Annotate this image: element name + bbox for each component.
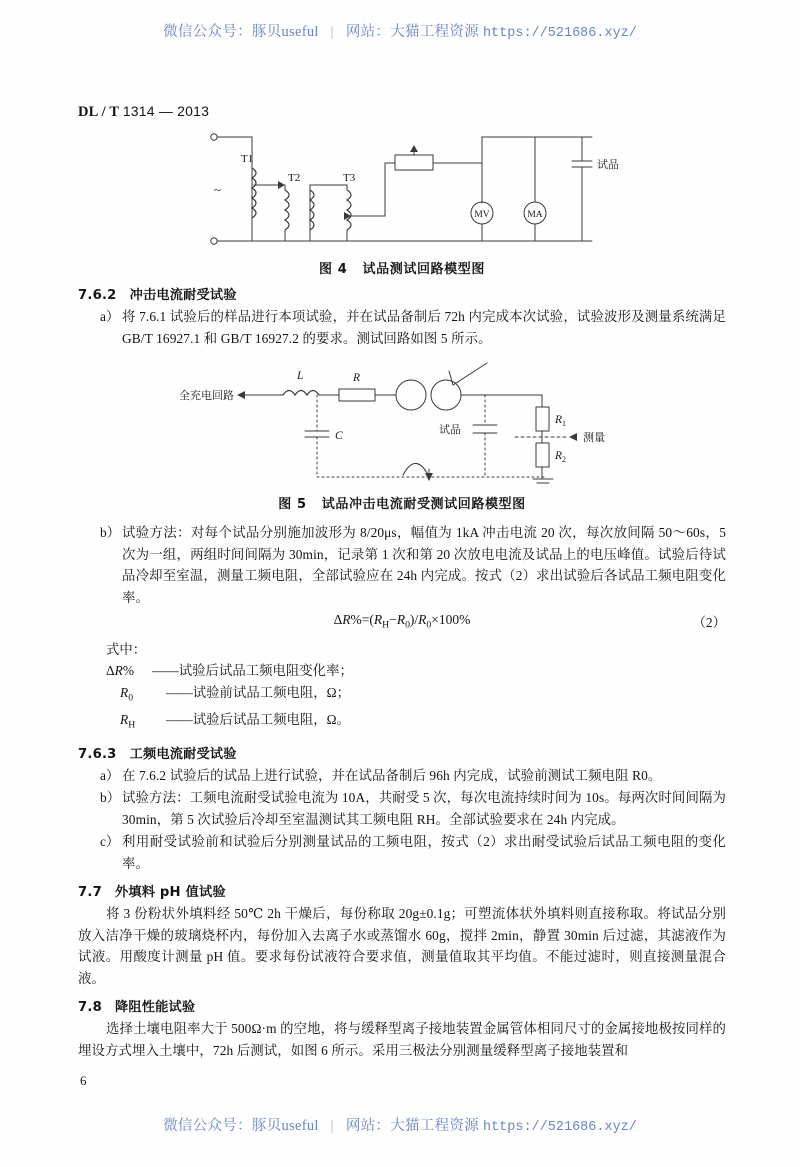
watermark-bottom	[0, 1114, 800, 1135]
section-number-7-7: 7.7	[78, 885, 102, 901]
list-item-text: 利用耐受试验前和试验后分别测量试品的工频电阻，按式（2）求出耐受试验后试品工频电阻的变化率。	[122, 834, 726, 871]
definition-text: 试验前试品工频电阻，Ω；	[192, 684, 351, 700]
list-item-text: 试验方法：对每个试品分别施加波形为 8/20μs，幅值为 1kA 冲击电流 20 次，每次放间隔 50～60s，5 次为一组，两组时间间隔为 30min，记录第 1 次和第 20 次放电电流及试品上的电压峰值。试验后待试品冷却至室温，测量工频电阻，全部试验应在 24h 内完成。按式（2）求出试验后各试品工频电阻变化率。	[122, 525, 726, 605]
list-item	[78, 306, 726, 349]
section-heading-7-6-2	[78, 284, 726, 303]
definition-dash: ——	[152, 663, 179, 678]
figure-4-caption	[78, 258, 726, 277]
watermark-separator: |	[330, 1118, 334, 1134]
list-marker: a）	[100, 767, 120, 783]
figure-4-circuit-diagram	[192, 128, 619, 256]
figure-4-caption-number: 图 4	[319, 262, 348, 277]
figure-4-label-sample: 试品	[597, 158, 619, 171]
figure-4-label-ac-source: ~	[214, 182, 222, 197]
formula-number: （2）	[692, 615, 726, 630]
page-number: 6	[80, 1073, 87, 1088]
figure-5-caption-text: 试品冲击电流耐受测试回路模型图	[321, 497, 526, 512]
section-paragraph-7-7: 将 3 份粉状外填料经 50℃ 2h 干燥后，每份称取 20g±0.1g；可塑流体状外填料则直接称取。将试品分别放入洁净干燥的玻璃烧杯内，每份加入去离子水或蒸馏水 60g，搅拌 2min，静置 30min 后过滤，其滤液作为试液。用酸度计测量 pH 值。要求每份试液符合要求值，测量值取其平均值。不能过滤时，则直接测量混合液。	[78, 906, 726, 986]
list-item-text: 在 7.6.2 试验后的试品上进行试验，并在试品备制后 96h 内完成，试验前测试工频电阻 R0。	[122, 767, 662, 783]
section-title-7-6-3: 工频电流耐受试验	[129, 746, 237, 762]
list-item	[78, 522, 726, 608]
figure-4-label-t1: T1	[241, 153, 254, 165]
figure-4	[78, 128, 726, 277]
standard-code-header	[78, 103, 209, 121]
section-number-7-6-2: 7.6.2	[78, 288, 117, 303]
page-content	[78, 128, 726, 1062]
watermark-url: https://521686.xyz/	[482, 1120, 637, 1135]
figure-5-circuit-diagram	[167, 357, 637, 487]
section-heading-7-8	[78, 996, 726, 1015]
figure-4-label-mv: MV	[474, 210, 490, 220]
figure-4-label-t2: T2	[288, 172, 301, 184]
watermark-wechat-label: 微信公众号：豚贝useful	[163, 1118, 319, 1134]
figure-5-label-charge-circuit: 全充电回路	[179, 389, 234, 402]
list-marker: b）	[100, 525, 121, 540]
definition-symbol: $R_0$	[120, 684, 133, 704]
figure-4-caption-text: 试品测试回路模型图	[362, 262, 485, 277]
figure-5-label-sample: 试品	[439, 423, 461, 436]
list-item-text: 试验方法：工频电流耐受试验电流为 10A，共耐受 5 次，每次电流持续时间为 10s。每两次时间间隔为 30min，第 5 次试验后冷却至室温测试其工频电阻 RH。全部试验要求在 24h 内完成。	[122, 790, 726, 827]
section-paragraph-7-8: 选择土壤电阻率大于 500Ω·m 的空地，将与缓释型离子接地装置金属管体相同尺寸的金属接地极按同样的埋设方式埋入土壤中，72h 后测试，如图 6 所示。采用三极法分别测量缓释型离子接地装置和	[78, 1021, 726, 1058]
list-marker: a）	[100, 309, 120, 324]
definition-row	[78, 682, 726, 709]
watermark-wechat-label: 微信公众号：豚贝useful	[163, 24, 319, 40]
definition-text: 试验后试品工频电阻变化率；	[178, 663, 353, 678]
figure-5-label-measure: 测量	[583, 431, 605, 444]
section-heading-7-6-3	[78, 743, 726, 762]
list-marker: c）	[100, 834, 120, 850]
where-label: 式中：	[106, 642, 147, 657]
figure-5-label-capacitor: C	[335, 430, 343, 442]
section-title-7-7: 外填料 pH 值试验	[114, 885, 226, 901]
watermark-separator: |	[330, 24, 334, 40]
figure-4-label-t3: T3	[343, 172, 356, 184]
formula-row	[78, 612, 726, 636]
definition-symbol: ΔR%	[106, 663, 134, 678]
figure-4-label-ma: MA	[527, 210, 543, 220]
definition-row	[78, 709, 726, 736]
figure-5-label-resistor: R	[353, 372, 361, 384]
symbol-definition-list	[78, 660, 726, 736]
definition-text: 试验后试品工频电阻，Ω。	[192, 711, 351, 727]
figure-5-label-r2: $R_2$	[555, 450, 567, 464]
section-title-7-8: 降阻性能试验	[114, 1000, 196, 1016]
watermark-site-label: 网站：大猫工程资源	[345, 24, 480, 40]
section-title-7-6-2: 冲击电流耐受试验	[129, 288, 237, 303]
definition-dash: ——	[166, 711, 193, 727]
section-number-7-8: 7.8	[78, 1000, 102, 1016]
definition-dash: ——	[166, 684, 193, 700]
standard-prefix: DL / T	[78, 104, 119, 120]
standard-number: 1314 — 2013	[122, 103, 210, 119]
watermark-url: https://521686.xyz/	[482, 26, 637, 41]
section-number-7-6-3: 7.6.3	[78, 746, 117, 762]
figure-5-label-r1: $R_1$	[555, 414, 567, 428]
figure-5	[78, 357, 726, 512]
watermark-site-label: 网站：大猫工程资源	[345, 1118, 480, 1134]
formula-expression: $\Delta R\%=(R_H-R_0)/R_0\times 100\%$	[333, 612, 471, 631]
list-item	[78, 787, 726, 830]
list-marker: b）	[100, 790, 121, 806]
section-heading-7-7	[78, 881, 726, 900]
definition-row	[78, 660, 726, 682]
figure-5-caption-number: 图 5	[278, 497, 307, 512]
figure-5-caption	[78, 493, 726, 512]
figure-5-label-inductor: L	[297, 370, 304, 382]
list-item	[78, 765, 726, 787]
list-item-text: 将 7.6.1 试验后的样品进行本项试验，并在试品备制后 72h 内完成本次试验，试验波形及测量系统满足 GB/T 16927.1 和 GB/T 16927.2 的要求。测试回路如图 5 所示。	[122, 309, 726, 346]
definition-symbol: $R_H$	[120, 711, 136, 731]
list-item	[78, 831, 726, 874]
watermark-top	[0, 20, 800, 41]
